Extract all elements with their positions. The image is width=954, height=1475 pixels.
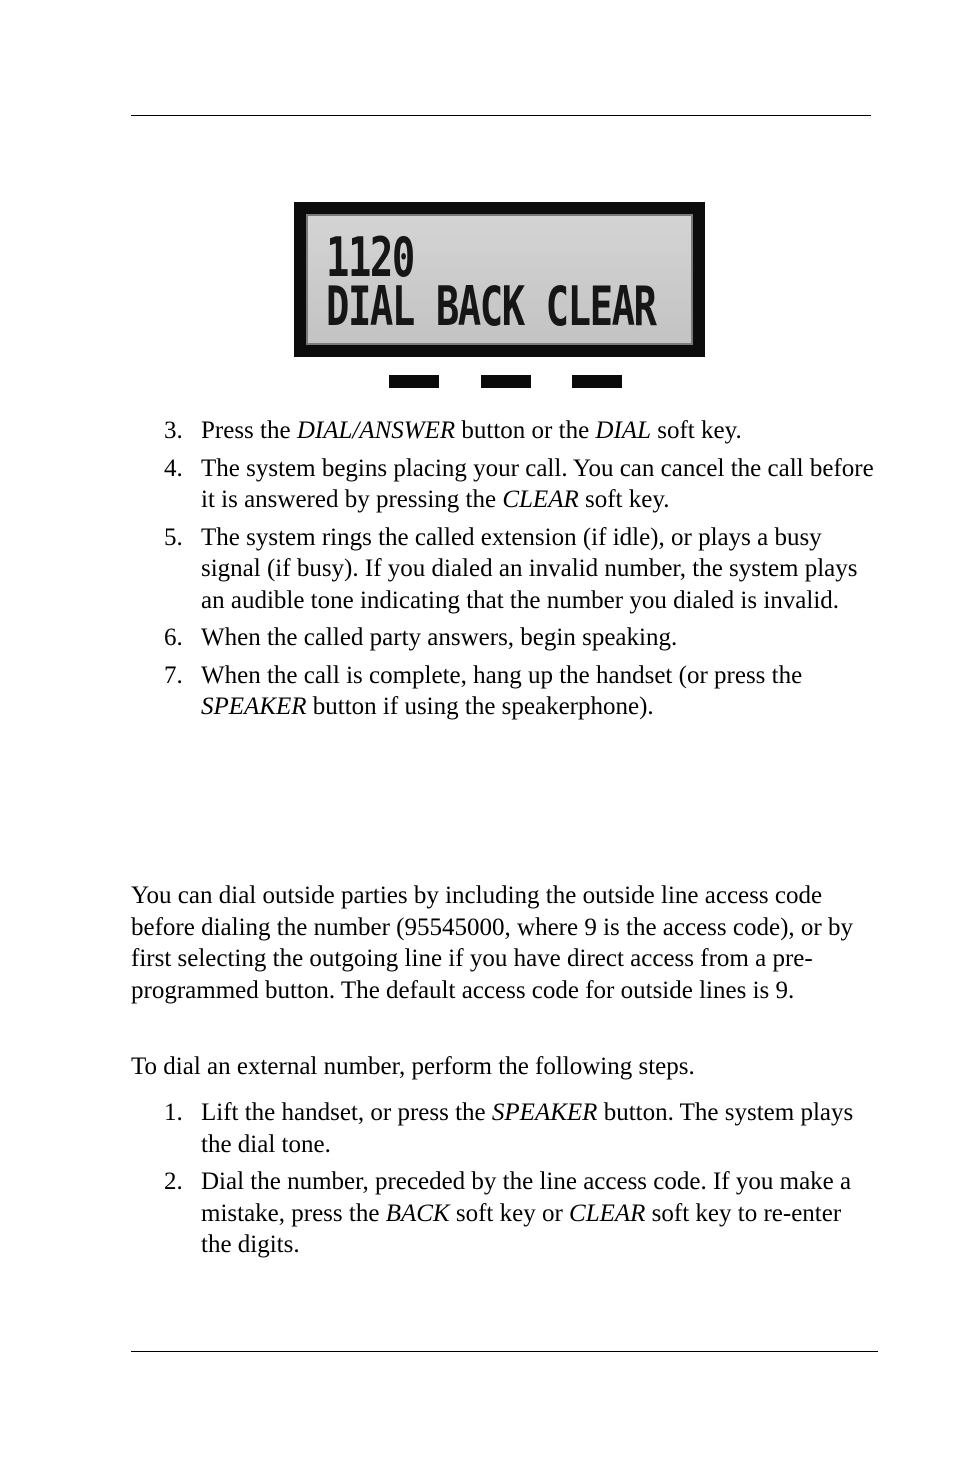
list-item: 3. Press the DIAL/ANSWER button or the DIAL soft key. <box>164 415 874 447</box>
external-steps-intro: To dial an external number, perform the following steps. <box>131 1053 695 1080</box>
step-number: 6. <box>164 624 183 651</box>
step-number: 1. <box>164 1099 183 1126</box>
softkey-dial <box>389 375 439 388</box>
call-steps-list <box>164 415 874 729</box>
list-item: 6. When the called party answers, begin speaking. <box>164 622 874 654</box>
step-number: 2. <box>164 1168 183 1195</box>
external-call-steps-list <box>164 1097 874 1267</box>
lcd-dialed-number: 1120 <box>326 226 414 289</box>
list-item: 4. The system begins placing your call. You can cancel the call before it is answered by pressing the CLEAR soft key. <box>164 454 874 513</box>
list-item: 2. Dial the number, preceded by the line access code. If you make a mistake, press the BACK soft key or CLEAR soft key to re-enter the digits. <box>164 1168 852 1258</box>
step-number: 4. <box>164 454 183 482</box>
header-rule <box>131 115 871 116</box>
phone-lcd-display <box>294 202 705 357</box>
softkey-clear <box>572 375 622 388</box>
list-item: 7. When the call is complete, hang up the handset (or press the SPEAKER button if using the speakerphone). <box>164 661 803 720</box>
softkey-back <box>481 375 531 388</box>
footer-rule <box>131 1351 878 1352</box>
list-item: 1. Lift the handset, or press the SPEAKER button. The system plays the dial tone. <box>164 1099 854 1158</box>
lcd-screen <box>306 214 693 345</box>
lcd-softkey-labels: DIAL BACK CLEAR <box>326 275 656 338</box>
step-number: 5. <box>164 523 183 551</box>
list-item: 5. The system rings the called extension (if idle), or plays a busy signal (if busy). If you dialed an invalid number, the system plays an audible tone indicating that the number you dialed is invalid. <box>164 523 858 614</box>
step-number: 7. <box>164 661 183 689</box>
outside-dialing-paragraph: You can dial outside parties by including the outside line access code before dialing the number (95545000, where 9 is the access code), or by first selecting the outgoing line if you have direct access from a pre-programmed button. The default access code for outside lines is 9. <box>131 882 853 1004</box>
step-number: 3. <box>164 417 183 444</box>
